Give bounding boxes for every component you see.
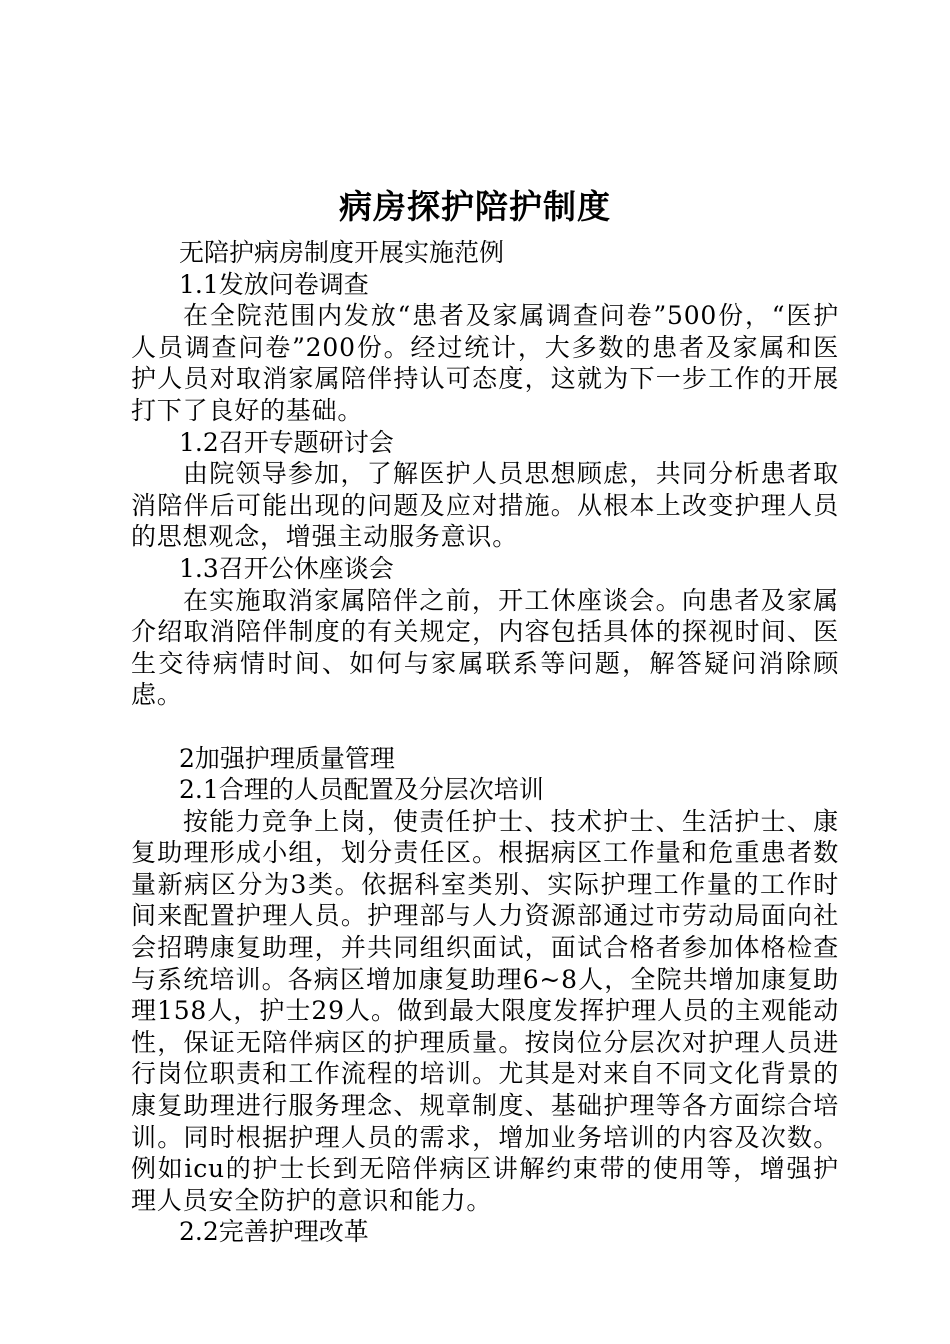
body-paragraph: 由院领导参加，了解医护人员思想顾虑，共同分析患者取消陪伴后可能出现的问题及应对措施。从根本上改变护理人员的思想观念，增强主动服务意识。 bbox=[131, 459, 839, 552]
blank-line bbox=[131, 711, 839, 743]
section-heading: 2.1合理的人员配置及分层次培训 bbox=[179, 775, 544, 805]
section-heading: 2.2完善护理改革 bbox=[179, 1217, 369, 1247]
section-heading: 1.1发放问卷调查 bbox=[179, 269, 369, 299]
document-title: 病房探护陪护制度 bbox=[339, 187, 611, 226]
body-paragraph: 在全院范围内发放“患者及家属调查问卷”500份，“医护人员调查问卷”200份。经过统计，大多数的患者及家属和医护人员对取消家属陪伴持认可态度，这就为下一步工作的开展打下了良好的基础。 bbox=[131, 301, 839, 425]
body-paragraph: 按能力竞争上岗，使责任护士、技术护士、生活护士、康复助理形成小组，划分责任区。根据病区工作量和危重患者数量新病区分为3类。依据科室类别、实际护理工作量的工作时间来配置护理人员。护理部与人力资源部通过市劳动局面向社会招聘康复助理，并共同组织面试，面试合格者参加体格检查与系统培训。各病区增加康复助理6~8人，全院共增加康复助理158人，护士29人。做到最大限度发挥护理人员的主观能动性，保证无陪伴病区的护理质量。按岗位分层次对护理人员进行岗位职责和工作流程的培训。尤其是对来自不同文化背景的康复助理进行服务理念、规章制度、基础护理等各方面综合培训。同时根据护理人员的需求，增加业务培训的内容及次数。例如icu的护士长到无陪伴病区讲解约束带的使用等，增强护理人员安全防护的意识和能力。 bbox=[131, 806, 839, 1215]
section-heading: 1.3召开公休座谈会 bbox=[179, 553, 394, 583]
section-heading: 1.2召开专题研讨会 bbox=[179, 427, 394, 457]
section-heading: 2加强护理质量管理 bbox=[179, 743, 395, 773]
body-paragraph: 在实施取消家属陪伴之前，开工休座谈会。向患者及家属介绍取消陪伴制度的有关规定，内容包括具体的探视时间、医生交待病情时间、如何与家属联系等问题，解答疑问消除顾虑。 bbox=[131, 585, 839, 710]
section-heading: 无陪护病房制度开展实施范例 bbox=[179, 238, 505, 267]
document-body bbox=[131, 237, 839, 1248]
